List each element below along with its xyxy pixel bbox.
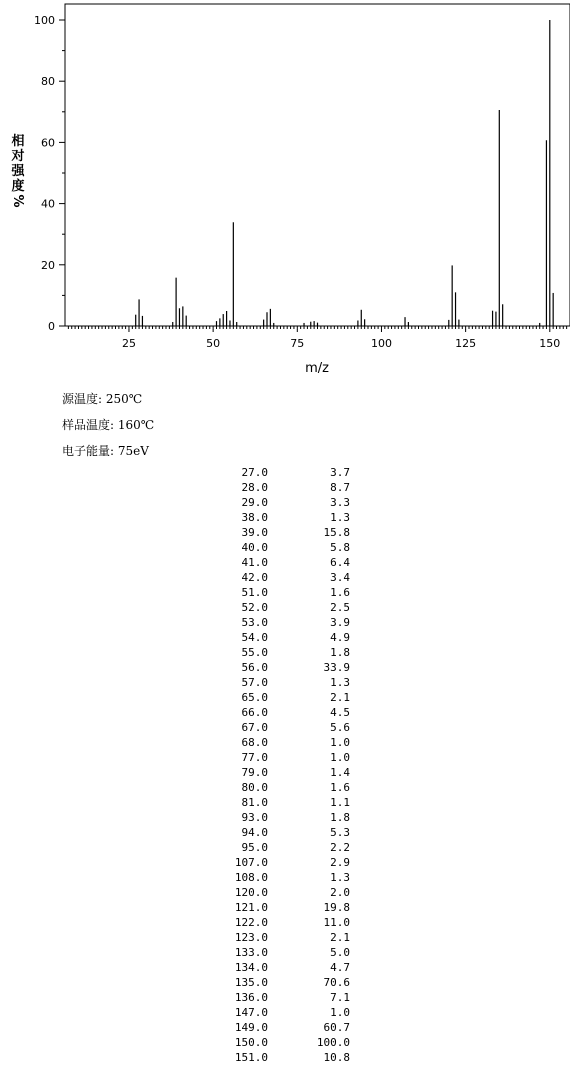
table-row (210, 990, 350, 1005)
intensity-cell: 100.0 (316, 1036, 350, 1049)
source-temperature: 源温度: 250℃ (62, 392, 143, 406)
intensity-cell: 4.5 (330, 706, 350, 719)
intensity-cell: 1.1 (330, 796, 350, 809)
mz-cell: 57.0 (241, 676, 268, 689)
table-row (210, 525, 350, 540)
x-tick-label: 25 (121, 337, 136, 350)
mz-cell: 123.0 (234, 931, 268, 944)
mz-cell: 133.0 (234, 946, 268, 959)
mz-cell: 29.0 (241, 496, 268, 509)
intensity-cell: 7.1 (330, 991, 350, 1004)
intensity-cell: 3.9 (330, 616, 350, 629)
x-axis (68, 326, 566, 350)
intensity-cell: 60.7 (323, 1021, 350, 1034)
mz-cell: 149.0 (234, 1021, 268, 1034)
intensity-cell: 1.6 (330, 781, 350, 794)
x-tick-label: 125 (455, 337, 477, 350)
intensity-cell: 11.0 (323, 916, 350, 929)
table-row (210, 540, 350, 555)
table-row (210, 510, 350, 525)
intensity-cell: 2.2 (330, 841, 350, 854)
table-row (210, 750, 350, 765)
table-row (210, 690, 350, 705)
mz-cell: 136.0 (234, 991, 268, 1004)
mz-cell: 81.0 (241, 796, 268, 809)
table-row (210, 1035, 350, 1050)
intensity-cell: 19.8 (323, 901, 350, 914)
table-row (210, 1020, 350, 1035)
table-row (210, 810, 350, 825)
table-row (210, 1050, 350, 1065)
mz-cell: 94.0 (241, 826, 268, 839)
table-row (210, 885, 350, 900)
x-tick-label: 50 (206, 337, 221, 350)
table-row (210, 480, 350, 495)
mz-cell: 120.0 (234, 886, 268, 899)
y-tick-label: 20 (41, 258, 55, 272)
table-row (210, 900, 350, 915)
intensity-cell: 2.9 (330, 856, 350, 869)
intensity-cell: 15.8 (323, 526, 350, 539)
y-tick-label: 60 (41, 136, 55, 150)
table-row (210, 915, 350, 930)
mz-cell: 80.0 (241, 781, 268, 794)
mz-cell: 51.0 (241, 586, 268, 599)
table-row (210, 615, 350, 630)
mz-cell: 39.0 (241, 526, 268, 539)
table-row (210, 870, 350, 885)
table-row (210, 765, 350, 780)
table-row (210, 960, 350, 975)
x-axis-label: m/z (305, 361, 329, 376)
intensity-cell: 8.7 (330, 481, 350, 494)
y-tick-label: 100 (34, 14, 55, 27)
intensity-cell: 5.8 (330, 541, 350, 554)
intensity-cell: 3.7 (330, 466, 350, 479)
intensity-cell: 1.0 (330, 751, 350, 764)
mz-cell: 40.0 (241, 541, 268, 554)
table-row (210, 570, 350, 585)
table-row (210, 780, 350, 795)
intensity-cell: 2.5 (330, 601, 350, 614)
intensity-cell: 1.3 (330, 511, 350, 524)
intensity-cell: 6.4 (330, 556, 350, 569)
mz-cell: 95.0 (241, 841, 268, 854)
mz-cell: 55.0 (241, 646, 268, 659)
mz-cell: 108.0 (234, 871, 268, 884)
mz-cell: 52.0 (241, 601, 268, 614)
table-row (210, 645, 350, 660)
intensity-cell: 1.0 (330, 1006, 350, 1019)
table-row (210, 735, 350, 750)
x-tick-label: 75 (290, 337, 305, 350)
mass-spectrum-chart (0, 0, 570, 385)
y-axis-label-2: 对 (11, 149, 25, 164)
peak-series (136, 20, 553, 326)
intensity-cell: 2.1 (330, 931, 350, 944)
intensity-cell: 33.9 (323, 661, 350, 674)
table-row (210, 555, 350, 570)
y-axis-label-3: 强 (11, 164, 25, 179)
intensity-cell: 5.0 (330, 946, 350, 959)
sample-temperature: 样品温度: 160℃ (62, 418, 155, 432)
intensity-cell: 1.3 (330, 871, 350, 884)
intensity-cell: 1.6 (330, 586, 350, 599)
y-tick-label: 40 (41, 197, 55, 211)
mz-cell: 65.0 (241, 691, 268, 704)
table-row (210, 855, 350, 870)
intensity-cell: 1.4 (330, 766, 350, 779)
mz-cell: 151.0 (234, 1051, 268, 1064)
intensity-cell: 2.0 (330, 886, 350, 899)
mz-cell: 53.0 (241, 616, 268, 629)
table-row (210, 495, 350, 510)
mz-cell: 68.0 (241, 736, 268, 749)
table-row (210, 975, 350, 990)
table-row (210, 465, 350, 480)
intensity-cell: 1.8 (330, 811, 350, 824)
mz-cell: 66.0 (241, 706, 268, 719)
mz-cell: 150.0 (234, 1036, 268, 1049)
table-row (210, 720, 350, 735)
intensity-cell: 4.9 (330, 631, 350, 644)
intensity-cell: 4.7 (330, 961, 350, 974)
intensity-cell: 5.3 (330, 826, 350, 839)
mz-cell: 41.0 (241, 556, 268, 569)
intensity-cell: 1.8 (330, 646, 350, 659)
table-row (210, 840, 350, 855)
mz-cell: 77.0 (241, 751, 268, 764)
mz-cell: 38.0 (241, 511, 268, 524)
mz-cell: 27.0 (241, 466, 268, 479)
mz-cell: 42.0 (241, 571, 268, 584)
table-row (210, 705, 350, 720)
intensity-cell: 1.0 (330, 736, 350, 749)
mz-cell: 107.0 (234, 856, 268, 869)
table-row (210, 795, 350, 810)
electron-energy: 电子能量: 75eV (62, 444, 149, 458)
y-tick-label: 80 (41, 75, 55, 89)
table-row (210, 1005, 350, 1020)
x-tick-label: 100 (370, 337, 392, 350)
x-tick-label: 150 (539, 337, 561, 350)
intensity-cell: 3.4 (330, 571, 350, 584)
mz-cell: 134.0 (234, 961, 268, 974)
intensity-cell: 5.6 (330, 721, 350, 734)
plot-frame (65, 4, 570, 326)
intensity-cell: 2.1 (330, 691, 350, 704)
table-row (210, 825, 350, 840)
table-row (210, 675, 350, 690)
table-row (210, 630, 350, 645)
y-axis-label-unit: % (10, 194, 25, 208)
mz-cell: 79.0 (241, 766, 268, 779)
table-row (210, 930, 350, 945)
y-tick-label: 0 (48, 320, 55, 333)
mz-cell: 121.0 (234, 901, 268, 914)
mz-cell: 28.0 (241, 481, 268, 494)
mz-cell: 122.0 (234, 916, 268, 929)
intensity-cell: 3.3 (330, 496, 350, 509)
intensity-cell: 10.8 (323, 1051, 350, 1064)
mz-cell: 54.0 (241, 631, 268, 644)
table-row (210, 600, 350, 615)
table-row (210, 660, 350, 675)
y-axis (34, 14, 65, 333)
table-row (210, 585, 350, 600)
mz-cell: 135.0 (234, 976, 268, 989)
mz-cell: 93.0 (241, 811, 268, 824)
y-axis-label-1: 相 (11, 134, 25, 149)
peak-table (210, 465, 350, 1065)
mz-cell: 56.0 (241, 661, 268, 674)
mz-cell: 147.0 (234, 1006, 268, 1019)
intensity-cell: 70.6 (323, 976, 350, 989)
intensity-cell: 1.3 (330, 676, 350, 689)
table-row (210, 945, 350, 960)
y-axis-label-4: 度 (11, 179, 25, 194)
mz-cell: 67.0 (241, 721, 268, 734)
